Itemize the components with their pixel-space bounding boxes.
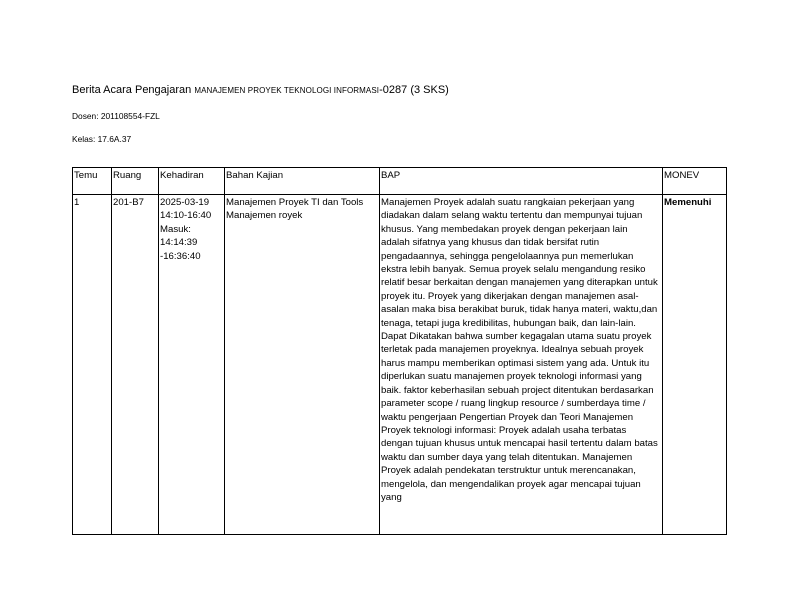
header-kehadiran: Kehadiran bbox=[159, 168, 225, 195]
cell-bap bbox=[380, 195, 663, 535]
course-name: MANAJEMEN PROYEK TEKNOLOGI INFORMASI bbox=[194, 86, 380, 95]
table-header-row bbox=[73, 168, 727, 195]
course-suffix: -0287 (3 SKS) bbox=[379, 84, 449, 96]
attendance-time: 14:10-16:40 bbox=[160, 210, 212, 222]
bap-text: Manajemen Proyek adalah suatu rangkaian pekerjaan yang diadakan dalam selang waktu tertentu dan mempunyai tujuan khusus. Yang membedakan proyek dengan pekerjaan lain adalah sifatnya yang khusus dan tidak bersifat rutin pengadaannya, sehingga pengelolaannya pun memerlukan ekstra lebih banyak. Semua proyek selalu mengandung resiko relatif besar berkaitan dengan manajemen yang diterapkan untuk proyek itu. Proyek yang dikerjakan dengan manajemen asal-asalan maka bisa berakibat buruk, tidak hanya materi, waktu,dan tenaga, tetapi juga kredibilitas, hubungan baik, dan lain-lain. Dapat Dikatakan bahwa sumber kegagalan utama suatu proyek terletak pada manajemen proyeknya. Idealnya sebuah proyek harus mampu memberikan optimasi sistem yang ada. Untuk itu diperlukan suatu manajemen proyek teknologi informasi yang baik. faktor keberhasilan sebuah project ditentukan berdasarkan parameter scope / ruang lingkup resource / sumberdaya time / waktu pengerjaan Pengertian Proyek dan Teori Manajemen Proyek teknologi informasi: Proyek adalah usaha terbatas dengan tujuan khusus untuk mencapai hasil tertentu dalam batas waktu dan sumber daya yang telah ditentukan. Manajemen Proyek adalah pendekatan terstruktur untuk merencanakan, mengelola, dan mengendalikan proyek agar mencapai tujuan yang bbox=[381, 197, 658, 503]
document-title bbox=[72, 84, 449, 96]
header-bap: BAP bbox=[380, 168, 663, 195]
lecturer-line: Dosen: 201108554-FZL bbox=[72, 111, 160, 121]
title-prefix: Berita Acara Pengajaran bbox=[72, 84, 195, 96]
cell-ruang: 201-B7 bbox=[112, 195, 159, 535]
attendance-in-time: 14:14:39 bbox=[160, 237, 198, 249]
attendance-out-time: -16:36:40 bbox=[160, 250, 201, 262]
header-bahan-kajian: Bahan Kajian bbox=[225, 168, 380, 195]
cell-bahan-kajian: Manajemen Proyek TI dan Tools Manajemen royek bbox=[225, 195, 380, 535]
teaching-report-table bbox=[72, 167, 727, 535]
cell-temu: 1 bbox=[73, 195, 112, 535]
attendance-in-label: Masuk: bbox=[160, 223, 191, 235]
table-row bbox=[73, 195, 727, 535]
cell-kehadiran bbox=[159, 195, 225, 535]
attendance-date: 2025-03-19 bbox=[160, 197, 210, 208]
cell-monev bbox=[663, 195, 727, 535]
header-ruang: Ruang bbox=[112, 168, 159, 195]
header-temu: Temu bbox=[73, 168, 112, 195]
class-line: Kelas: 17.6A.37 bbox=[72, 134, 132, 144]
monev-status: Memenuhi bbox=[664, 197, 712, 208]
header-monev: MONEV bbox=[663, 168, 727, 195]
